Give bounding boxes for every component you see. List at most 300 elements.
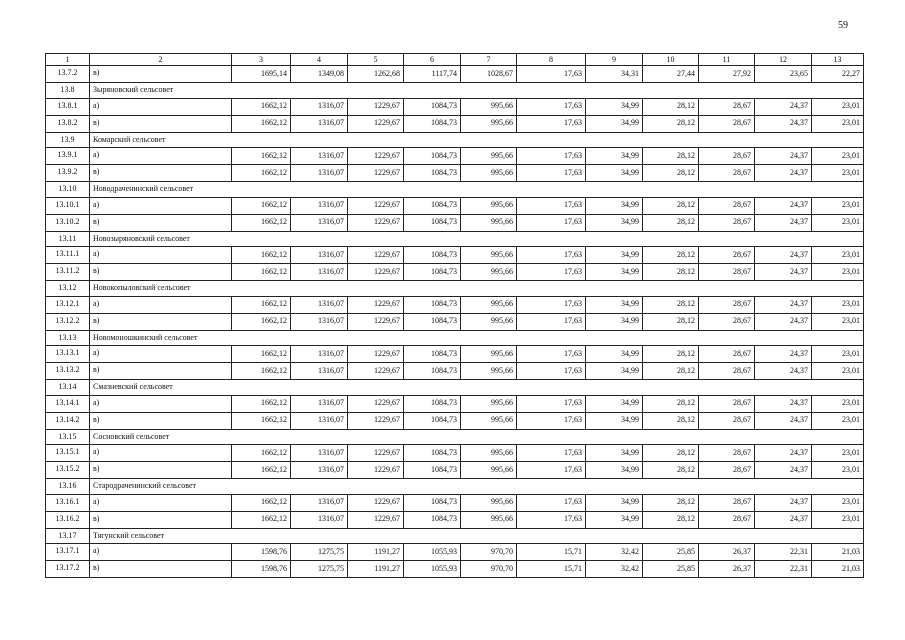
row-label: а)	[90, 296, 232, 313]
value-cell: 23,01	[812, 346, 864, 363]
value-cell: 17,63	[517, 66, 586, 83]
value-cell: 995,66	[461, 115, 517, 132]
row-code: 13.9.1	[46, 148, 90, 165]
row-code: 13.12	[46, 281, 90, 297]
section-title: Зыряновский сельсовет	[90, 83, 864, 99]
row-label: а)	[90, 197, 232, 214]
row-code: 13.8	[46, 83, 90, 99]
value-cell: 24,37	[755, 247, 812, 264]
column-header: 5	[348, 54, 404, 66]
value-cell: 1084,73	[404, 462, 461, 479]
value-cell: 1316,07	[291, 395, 348, 412]
table-row	[46, 98, 864, 115]
value-cell: 1316,07	[291, 363, 348, 380]
value-cell: 995,66	[461, 165, 517, 182]
value-cell: 28,12	[643, 346, 699, 363]
value-cell: 17,63	[517, 462, 586, 479]
value-cell: 28,12	[643, 363, 699, 380]
value-cell: 1275,75	[291, 544, 348, 561]
value-cell: 22,31	[755, 544, 812, 561]
value-cell: 17,63	[517, 214, 586, 231]
row-label: а)	[90, 148, 232, 165]
section-title: Стародраченинский сельсовет	[90, 479, 864, 495]
value-cell: 17,63	[517, 511, 586, 528]
section-row	[46, 132, 864, 148]
row-code: 13.17	[46, 528, 90, 544]
value-cell: 17,63	[517, 98, 586, 115]
value-cell: 34,99	[586, 313, 643, 330]
column-header: 8	[517, 54, 586, 66]
value-cell: 1229,67	[348, 494, 404, 511]
value-cell: 1316,07	[291, 115, 348, 132]
value-cell: 1662,12	[232, 98, 291, 115]
value-cell: 21,03	[812, 561, 864, 578]
value-cell: 1229,67	[348, 412, 404, 429]
value-cell: 1229,67	[348, 395, 404, 412]
value-cell: 1662,12	[232, 313, 291, 330]
table-row	[46, 264, 864, 281]
value-cell: 995,66	[461, 313, 517, 330]
row-code: 13.13.1	[46, 346, 90, 363]
value-cell: 1316,07	[291, 445, 348, 462]
value-cell: 1316,07	[291, 264, 348, 281]
value-cell: 34,99	[586, 247, 643, 264]
value-cell: 17,63	[517, 494, 586, 511]
value-cell: 1662,12	[232, 197, 291, 214]
value-cell: 34,99	[586, 264, 643, 281]
value-cell: 17,63	[517, 115, 586, 132]
value-cell: 17,63	[517, 296, 586, 313]
section-row	[46, 479, 864, 495]
value-cell: 995,66	[461, 197, 517, 214]
value-cell: 995,66	[461, 296, 517, 313]
value-cell: 34,31	[586, 66, 643, 83]
table-row	[46, 346, 864, 363]
row-code: 13.7.2	[46, 66, 90, 83]
value-cell: 34,99	[586, 296, 643, 313]
value-cell: 1275,75	[291, 561, 348, 578]
value-cell: 1229,67	[348, 98, 404, 115]
row-label: в)	[90, 462, 232, 479]
row-label: в)	[90, 165, 232, 182]
value-cell: 34,99	[586, 197, 643, 214]
value-cell: 1316,07	[291, 462, 348, 479]
row-label: а)	[90, 98, 232, 115]
value-cell: 1316,07	[291, 296, 348, 313]
value-cell: 1229,67	[348, 115, 404, 132]
value-cell: 24,37	[755, 264, 812, 281]
row-code: 13.9.2	[46, 165, 90, 182]
table-row	[46, 247, 864, 264]
value-cell: 1662,12	[232, 264, 291, 281]
value-cell: 17,63	[517, 395, 586, 412]
value-cell: 28,12	[643, 511, 699, 528]
value-cell: 1229,67	[348, 462, 404, 479]
value-cell: 23,65	[755, 66, 812, 83]
value-cell: 17,63	[517, 346, 586, 363]
table-row	[46, 494, 864, 511]
value-cell: 1662,12	[232, 363, 291, 380]
table-row	[46, 561, 864, 578]
value-cell: 1349,08	[291, 66, 348, 83]
row-label: в)	[90, 313, 232, 330]
value-cell: 24,37	[755, 214, 812, 231]
value-cell: 970,70	[461, 544, 517, 561]
row-label: а)	[90, 346, 232, 363]
value-cell: 1316,07	[291, 214, 348, 231]
row-label: а)	[90, 494, 232, 511]
value-cell: 28,12	[643, 165, 699, 182]
value-cell: 28,67	[699, 214, 755, 231]
value-cell: 1695,14	[232, 66, 291, 83]
row-label: в)	[90, 66, 232, 83]
value-cell: 23,01	[812, 197, 864, 214]
row-code: 13.13.2	[46, 363, 90, 380]
value-cell: 1316,07	[291, 197, 348, 214]
row-code: 13.14.2	[46, 412, 90, 429]
value-cell: 34,99	[586, 445, 643, 462]
value-cell: 1662,12	[232, 247, 291, 264]
page-number: 59	[838, 20, 848, 31]
header-row	[46, 54, 864, 66]
row-code: 13.17.2	[46, 561, 90, 578]
value-cell: 1229,67	[348, 214, 404, 231]
value-cell: 24,37	[755, 296, 812, 313]
column-header: 12	[755, 54, 812, 66]
value-cell: 17,63	[517, 247, 586, 264]
value-cell: 23,01	[812, 264, 864, 281]
table-row	[46, 511, 864, 528]
value-cell: 1229,67	[348, 148, 404, 165]
value-cell: 28,67	[699, 494, 755, 511]
value-cell: 1662,12	[232, 445, 291, 462]
value-cell: 1598,76	[232, 561, 291, 578]
tariff-table	[45, 53, 864, 578]
section-row	[46, 380, 864, 396]
value-cell: 17,63	[517, 363, 586, 380]
value-cell: 1229,67	[348, 296, 404, 313]
value-cell: 1229,67	[348, 197, 404, 214]
value-cell: 1316,07	[291, 412, 348, 429]
value-cell: 28,12	[643, 313, 699, 330]
value-cell: 17,63	[517, 445, 586, 462]
value-cell: 1191,27	[348, 544, 404, 561]
value-cell: 1084,73	[404, 445, 461, 462]
value-cell: 21,03	[812, 544, 864, 561]
value-cell: 1084,73	[404, 197, 461, 214]
table-row	[46, 296, 864, 313]
section-title: Новокопыловский сельсовет	[90, 281, 864, 297]
value-cell: 1662,12	[232, 214, 291, 231]
section-row	[46, 231, 864, 247]
value-cell: 24,37	[755, 313, 812, 330]
value-cell: 28,12	[643, 412, 699, 429]
value-cell: 17,63	[517, 197, 586, 214]
row-code: 13.9	[46, 132, 90, 148]
value-cell: 25,85	[643, 561, 699, 578]
value-cell: 995,66	[461, 363, 517, 380]
value-cell: 1262,68	[348, 66, 404, 83]
value-cell: 995,66	[461, 511, 517, 528]
value-cell: 1084,73	[404, 165, 461, 182]
value-cell: 1084,73	[404, 511, 461, 528]
row-label: в)	[90, 412, 232, 429]
value-cell: 32,42	[586, 544, 643, 561]
value-cell: 34,99	[586, 363, 643, 380]
value-cell: 1191,27	[348, 561, 404, 578]
value-cell: 1662,12	[232, 494, 291, 511]
table-row	[46, 148, 864, 165]
column-header: 4	[291, 54, 348, 66]
value-cell: 1662,12	[232, 115, 291, 132]
value-cell: 1662,12	[232, 511, 291, 528]
value-cell: 1316,07	[291, 165, 348, 182]
value-cell: 1084,73	[404, 494, 461, 511]
value-cell: 970,70	[461, 561, 517, 578]
column-header: 9	[586, 54, 643, 66]
table-row	[46, 115, 864, 132]
value-cell: 1229,67	[348, 247, 404, 264]
value-cell: 22,31	[755, 561, 812, 578]
row-label: в)	[90, 115, 232, 132]
table-row	[46, 363, 864, 380]
value-cell: 24,37	[755, 494, 812, 511]
section-row	[46, 281, 864, 297]
row-label: а)	[90, 247, 232, 264]
row-code: 13.14	[46, 380, 90, 396]
table-row	[46, 66, 864, 83]
value-cell: 1229,67	[348, 165, 404, 182]
section-title: Тягунский сельсовет	[90, 528, 864, 544]
value-cell: 1229,67	[348, 511, 404, 528]
value-cell: 1229,67	[348, 313, 404, 330]
value-cell: 1084,73	[404, 148, 461, 165]
row-code: 13.12.2	[46, 313, 90, 330]
value-cell: 24,37	[755, 511, 812, 528]
section-title: Сосновский сельсовет	[90, 429, 864, 445]
row-label: в)	[90, 561, 232, 578]
section-title: Новозыряновский сельсовет	[90, 231, 864, 247]
value-cell: 995,66	[461, 247, 517, 264]
value-cell: 28,67	[699, 313, 755, 330]
column-header: 6	[404, 54, 461, 66]
value-cell: 1662,12	[232, 346, 291, 363]
table-row	[46, 462, 864, 479]
row-code: 13.10	[46, 182, 90, 198]
value-cell: 23,01	[812, 511, 864, 528]
value-cell: 24,37	[755, 412, 812, 429]
value-cell: 23,01	[812, 313, 864, 330]
value-cell: 28,12	[643, 395, 699, 412]
value-cell: 995,66	[461, 395, 517, 412]
value-cell: 24,37	[755, 363, 812, 380]
value-cell: 15,71	[517, 561, 586, 578]
value-cell: 23,01	[812, 115, 864, 132]
value-cell: 1084,73	[404, 214, 461, 231]
value-cell: 34,99	[586, 346, 643, 363]
value-cell: 26,37	[699, 561, 755, 578]
value-cell: 1662,12	[232, 395, 291, 412]
value-cell: 27,44	[643, 66, 699, 83]
value-cell: 1229,67	[348, 264, 404, 281]
value-cell: 28,12	[643, 197, 699, 214]
value-cell: 1229,67	[348, 445, 404, 462]
row-code: 13.15.2	[46, 462, 90, 479]
value-cell: 17,63	[517, 264, 586, 281]
value-cell: 28,67	[699, 165, 755, 182]
row-label: в)	[90, 214, 232, 231]
value-cell: 23,01	[812, 412, 864, 429]
value-cell: 1662,12	[232, 148, 291, 165]
value-cell: 28,12	[643, 462, 699, 479]
value-cell: 28,67	[699, 412, 755, 429]
section-row	[46, 83, 864, 99]
value-cell: 24,37	[755, 395, 812, 412]
value-cell: 25,85	[643, 544, 699, 561]
value-cell: 1084,73	[404, 296, 461, 313]
value-cell: 34,99	[586, 165, 643, 182]
value-cell: 28,67	[699, 445, 755, 462]
value-cell: 28,67	[699, 115, 755, 132]
value-cell: 32,42	[586, 561, 643, 578]
table-row	[46, 544, 864, 561]
value-cell: 34,99	[586, 115, 643, 132]
value-cell: 17,63	[517, 165, 586, 182]
value-cell: 995,66	[461, 346, 517, 363]
section-title: Комарский сельсовет	[90, 132, 864, 148]
value-cell: 28,12	[643, 148, 699, 165]
row-code: 13.10.2	[46, 214, 90, 231]
value-cell: 28,12	[643, 247, 699, 264]
value-cell: 28,67	[699, 395, 755, 412]
value-cell: 1316,07	[291, 247, 348, 264]
value-cell: 1662,12	[232, 296, 291, 313]
value-cell: 24,37	[755, 165, 812, 182]
row-code: 13.8.1	[46, 98, 90, 115]
value-cell: 28,12	[643, 98, 699, 115]
value-cell: 24,37	[755, 148, 812, 165]
value-cell: 28,67	[699, 511, 755, 528]
value-cell: 23,01	[812, 165, 864, 182]
value-cell: 1316,07	[291, 494, 348, 511]
value-cell: 1316,07	[291, 511, 348, 528]
value-cell: 1084,73	[404, 98, 461, 115]
value-cell: 995,66	[461, 494, 517, 511]
section-row	[46, 330, 864, 346]
value-cell: 34,99	[586, 412, 643, 429]
value-cell: 1084,73	[404, 247, 461, 264]
value-cell: 995,66	[461, 264, 517, 281]
table-row	[46, 445, 864, 462]
section-row	[46, 182, 864, 198]
column-header: 10	[643, 54, 699, 66]
value-cell: 34,99	[586, 462, 643, 479]
value-cell: 27,92	[699, 66, 755, 83]
column-header: 11	[699, 54, 755, 66]
table-row	[46, 395, 864, 412]
value-cell: 34,99	[586, 148, 643, 165]
value-cell: 34,99	[586, 214, 643, 231]
row-label: в)	[90, 363, 232, 380]
value-cell: 15,71	[517, 544, 586, 561]
row-label: а)	[90, 445, 232, 462]
row-code: 13.15.1	[46, 445, 90, 462]
value-cell: 28,67	[699, 462, 755, 479]
column-header: 13	[812, 54, 864, 66]
value-cell: 28,12	[643, 214, 699, 231]
value-cell: 1316,07	[291, 148, 348, 165]
value-cell: 28,67	[699, 148, 755, 165]
value-cell: 23,01	[812, 445, 864, 462]
value-cell: 23,01	[812, 363, 864, 380]
table-row	[46, 313, 864, 330]
value-cell: 1084,73	[404, 115, 461, 132]
value-cell: 34,99	[586, 98, 643, 115]
section-title: Смазневский сельсовет	[90, 380, 864, 396]
row-code: 13.11.1	[46, 247, 90, 264]
row-code: 13.15	[46, 429, 90, 445]
value-cell: 1229,67	[348, 363, 404, 380]
row-label: в)	[90, 511, 232, 528]
column-header: 3	[232, 54, 291, 66]
value-cell: 34,99	[586, 494, 643, 511]
value-cell: 28,67	[699, 247, 755, 264]
row-code: 13.16.1	[46, 494, 90, 511]
value-cell: 26,37	[699, 544, 755, 561]
section-title: Новомоношкинский сельсовет	[90, 330, 864, 346]
value-cell: 1662,12	[232, 462, 291, 479]
value-cell: 28,12	[643, 296, 699, 313]
value-cell: 1084,73	[404, 363, 461, 380]
value-cell: 995,66	[461, 462, 517, 479]
value-cell: 24,37	[755, 445, 812, 462]
value-cell: 1662,12	[232, 165, 291, 182]
value-cell: 1028,67	[461, 66, 517, 83]
column-header: 1	[46, 54, 90, 66]
value-cell: 23,01	[812, 296, 864, 313]
value-cell: 24,37	[755, 115, 812, 132]
value-cell: 28,67	[699, 296, 755, 313]
value-cell: 23,01	[812, 148, 864, 165]
column-header: 7	[461, 54, 517, 66]
value-cell: 28,12	[643, 115, 699, 132]
value-cell: 28,12	[643, 494, 699, 511]
value-cell: 1316,07	[291, 346, 348, 363]
value-cell: 1598,76	[232, 544, 291, 561]
value-cell: 23,01	[812, 494, 864, 511]
section-row	[46, 429, 864, 445]
value-cell: 995,66	[461, 148, 517, 165]
value-cell: 995,66	[461, 412, 517, 429]
value-cell: 28,12	[643, 445, 699, 462]
column-header: 2	[90, 54, 232, 66]
table-row	[46, 412, 864, 429]
value-cell: 24,37	[755, 346, 812, 363]
value-cell: 1084,73	[404, 346, 461, 363]
value-cell: 23,01	[812, 462, 864, 479]
row-code: 13.13	[46, 330, 90, 346]
value-cell: 22,27	[812, 66, 864, 83]
value-cell: 28,67	[699, 346, 755, 363]
row-code: 13.12.1	[46, 296, 90, 313]
value-cell: 995,66	[461, 98, 517, 115]
value-cell: 28,67	[699, 264, 755, 281]
value-cell: 995,66	[461, 445, 517, 462]
row-label: в)	[90, 264, 232, 281]
value-cell: 23,01	[812, 214, 864, 231]
value-cell: 28,12	[643, 264, 699, 281]
value-cell: 23,01	[812, 247, 864, 264]
